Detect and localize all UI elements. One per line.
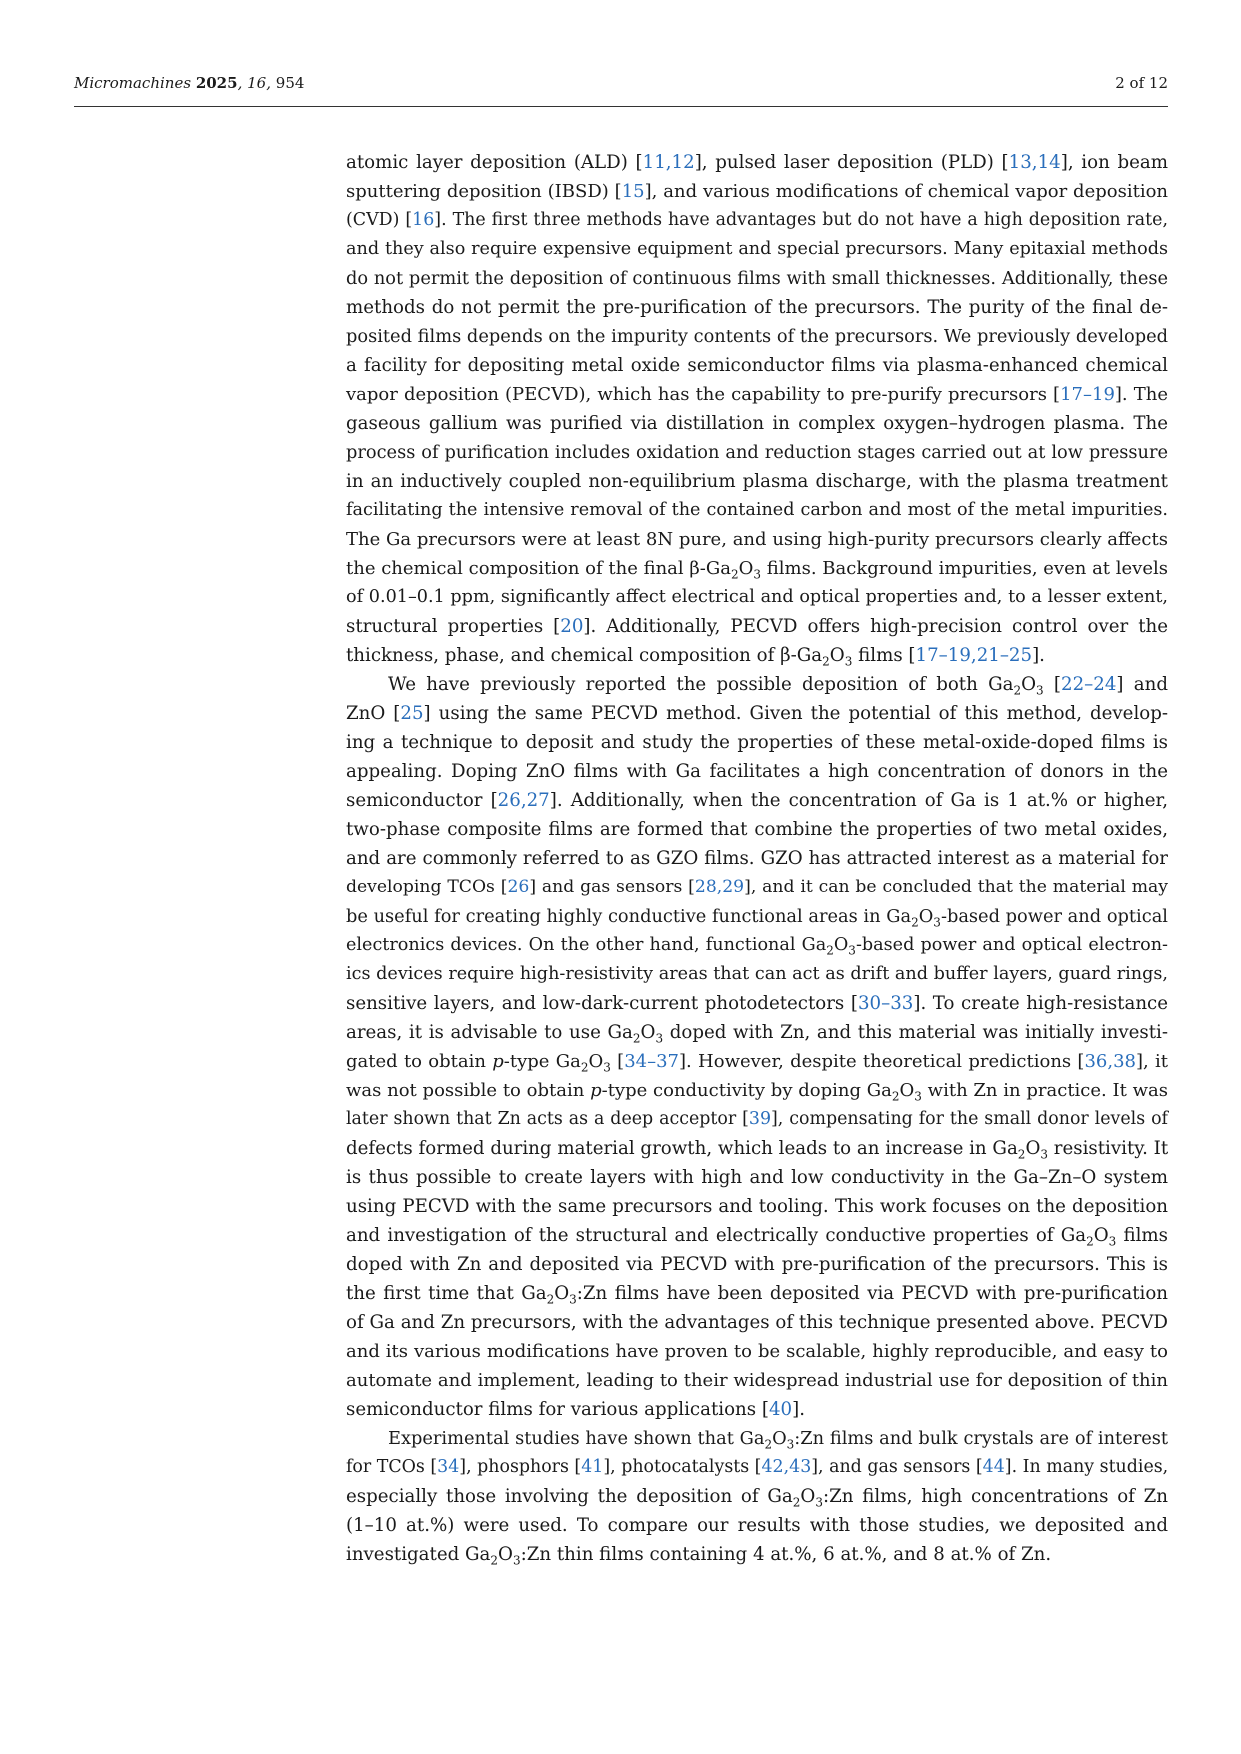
- text-run: films: [1116, 1225, 1168, 1246]
- italic-text: p: [590, 1080, 602, 1101]
- text-run: resistivity. It: [1048, 1138, 1169, 1159]
- citation-link[interactable]: 34–37: [624, 1051, 680, 1072]
- text-run: ], and various modifications of chemical vapor deposition: [644, 181, 1169, 202]
- text-line: [346, 1337, 1168, 1366]
- text-run: later shown that Zn acts as a deep acceptor [: [346, 1109, 749, 1129]
- text-run: sensitive layers, and low-dark-current photodetectors [: [346, 993, 858, 1014]
- text-run: films [: [852, 645, 916, 666]
- text-run: ], phosphors [: [459, 1457, 582, 1477]
- text-run: atomic layer deposition (ALD) [: [346, 152, 643, 173]
- text-run: ], compensating for the small donor levels of: [771, 1109, 1168, 1129]
- text-line: [346, 670, 1168, 699]
- subscript: 3: [844, 654, 853, 669]
- citation-link[interactable]: 11,12: [642, 152, 695, 173]
- citation-link[interactable]: 41: [581, 1457, 604, 1477]
- subscript: 2: [891, 1089, 900, 1104]
- text-run: ZnO [: [346, 703, 401, 724]
- text-run: :Zn films have been deposited via PECVD with pre-purification: [576, 1283, 1168, 1304]
- journal-citation: Micromachines 2025, 16, 954: [74, 74, 305, 92]
- text-line: [346, 1192, 1168, 1221]
- text-run: O: [800, 1486, 816, 1507]
- text-run: -based power and optical: [940, 906, 1168, 927]
- text-line: [346, 467, 1168, 496]
- subscript: 3: [512, 1553, 521, 1568]
- text-run: automate and implement, leading to their widespread industrial use for deposition of thin: [346, 1370, 1168, 1391]
- text-line: [346, 583, 1168, 612]
- text-run: in an inductively coupled non-equilibrium plasma discharge, with the plasma treatment: [346, 471, 1168, 492]
- citation-link[interactable]: 22–24: [1061, 674, 1117, 695]
- text-run: We have previously reported the possible deposition of both Ga: [388, 674, 1014, 695]
- paragraph: [346, 1424, 1168, 1569]
- text-line: [346, 612, 1168, 641]
- text-run: O: [833, 935, 849, 955]
- citation-link[interactable]: 30–33: [857, 993, 914, 1014]
- text-line: [346, 1047, 1168, 1076]
- text-line: [346, 177, 1168, 206]
- text-line: [346, 1424, 1168, 1453]
- subscript: 2: [632, 1031, 641, 1046]
- text-run: -type Ga: [503, 1051, 581, 1072]
- text-run: especially those involving the deposition of Ga: [346, 1486, 793, 1507]
- page-header: [74, 70, 1168, 107]
- citation-link[interactable]: 39: [748, 1109, 772, 1129]
- text-run: ] and: [1116, 674, 1168, 695]
- text-run: O: [829, 645, 845, 666]
- text-line: [346, 1366, 1168, 1395]
- subscript: 3: [655, 1031, 664, 1046]
- text-run: doped with Zn and deposited via PECVD with pre-purification of the precursors. This is: [346, 1254, 1168, 1275]
- text-line: [346, 1395, 1168, 1424]
- text-run: was not possible to obtain: [346, 1080, 591, 1101]
- text-run: and they also require expensive equipment and special precursors. Many epitaxial methods: [346, 239, 1168, 259]
- text-run: semiconductor [: [346, 790, 498, 811]
- text-run: vapor deposition (PECVD), which has the capability to pre-purify precursors [: [346, 384, 1061, 405]
- subscript: 2: [731, 567, 739, 582]
- text-run: :Zn films, high concentrations of Zn: [822, 1486, 1168, 1507]
- text-line: [346, 293, 1168, 322]
- subscript: 3: [1108, 1234, 1117, 1249]
- page-number: 2 of 12: [1115, 74, 1168, 92]
- text-run: -type conductivity by doping Ga: [601, 1080, 892, 1101]
- subscript: 2: [1017, 1147, 1026, 1162]
- text-run: O: [498, 1544, 513, 1565]
- citation-link[interactable]: 20: [560, 616, 584, 637]
- subscript: 2: [546, 1292, 555, 1307]
- text-run: and investigation of the structural and electrically conductive properties of Ga: [346, 1225, 1087, 1246]
- text-run: of 0.01–0.1 ppm, significantly affect electrical and optical properties and, to a lesser extent,: [346, 587, 1168, 607]
- text-line: [346, 1163, 1168, 1192]
- text-line: [346, 380, 1168, 409]
- text-run: ]. In many studies,: [1004, 1457, 1169, 1477]
- text-run: facilitating the intensive removal of the contained carbon and most of the metal impurities.: [346, 500, 1168, 520]
- text-run: developing TCOs [: [346, 877, 508, 897]
- text-line: [346, 960, 1168, 989]
- text-line: [346, 844, 1168, 873]
- subscript: 3: [914, 1089, 922, 1104]
- text-run: doped with Zn, and this material was initially investi-: [663, 1022, 1169, 1043]
- text-line: [346, 1221, 1168, 1250]
- subscript: 2: [1013, 683, 1022, 698]
- text-line: [346, 1018, 1168, 1047]
- text-run: gaseous gallium was purified via distillation in complex oxygen–hydrogen plasma. The: [346, 413, 1168, 434]
- text-run: ing a technique to deposit and study the properties of these metal-oxide-doped films is: [346, 732, 1168, 753]
- citation-link[interactable]: 34: [437, 1457, 460, 1477]
- subscript: 3: [786, 1437, 795, 1452]
- citation-link[interactable]: 17–19: [1060, 384, 1115, 405]
- text-run: O: [918, 906, 934, 927]
- text-line: [346, 525, 1168, 554]
- text-run: ]. The first three methods have advantages but do not have a high deposition rate,: [434, 210, 1168, 230]
- text-run: [: [610, 1051, 625, 1072]
- text-run: structural properties [: [346, 616, 561, 637]
- text-run: using PECVD with the same precursors and tooling. This work focuses on the deposition: [346, 1196, 1168, 1217]
- citation-link[interactable]: 40: [768, 1399, 793, 1420]
- text-line: [346, 206, 1168, 235]
- text-run: O: [738, 558, 754, 579]
- text-run: ics devices require high-resistivity areas that can act as drift and buffer layers, guard rings,: [346, 964, 1168, 984]
- text-run: -based power and optical electron-: [855, 935, 1168, 955]
- text-line: [346, 699, 1168, 728]
- subscript: 3: [1040, 1147, 1048, 1162]
- text-line: [346, 1511, 1168, 1540]
- text-line: [346, 641, 1168, 670]
- subscript: 3: [933, 915, 941, 930]
- text-run: and are commonly referred to as GZO films. GZO has attracted interest as a material for: [346, 848, 1168, 869]
- body-text: [346, 148, 1168, 1569]
- text-line: [346, 1250, 1168, 1279]
- text-run: ], pulsed laser deposition (PLD) [: [694, 152, 1009, 173]
- text-run: O: [640, 1022, 656, 1043]
- text-run: O: [1025, 1138, 1041, 1159]
- text-run: defects formed during material growth, which leads to an increase in Ga: [346, 1138, 1018, 1159]
- text-line: [346, 1105, 1168, 1134]
- text-run: O: [554, 1283, 570, 1304]
- text-run: process of purification includes oxidation and reduction stages carried out at low pressure: [346, 442, 1168, 463]
- journal-name: Micromachines: [74, 74, 192, 92]
- text-line: [346, 931, 1168, 960]
- text-run: semiconductor films for various applications [: [346, 1399, 769, 1420]
- citation-link[interactable]: 25: [400, 703, 424, 724]
- text-run: ], photocatalysts [: [603, 1457, 762, 1477]
- citation-link[interactable]: 17–19,21–25: [915, 645, 1033, 666]
- article-number: 954: [275, 74, 305, 92]
- text-run: methods do not permit the pre-purification of the precursors. The purity of the final de-: [346, 297, 1168, 318]
- text-line: [346, 757, 1168, 786]
- text-line: [346, 438, 1168, 467]
- text-run: ], ion beam: [1060, 152, 1168, 173]
- subscript: 3: [603, 1060, 611, 1075]
- text-line: [346, 1279, 1168, 1308]
- text-run: ], it: [1135, 1051, 1168, 1072]
- text-line: [346, 902, 1168, 931]
- citation-link[interactable]: 15: [621, 181, 645, 202]
- subscript: 2: [911, 915, 919, 930]
- text-run: O: [1021, 674, 1037, 695]
- text-run: ]. The: [1114, 384, 1169, 405]
- citation-link[interactable]: 13,14: [1008, 152, 1061, 173]
- text-run: thickness, phase, and chemical composition of β-Ga: [346, 645, 823, 666]
- text-line: [346, 728, 1168, 757]
- text-run: gated to obtain: [346, 1051, 493, 1072]
- text-line: [346, 554, 1168, 583]
- citation-link[interactable]: 36,38: [1084, 1051, 1136, 1072]
- subscript: 2: [764, 1437, 773, 1452]
- text-line: [346, 1453, 1168, 1482]
- text-run: the first time that Ga: [346, 1283, 547, 1304]
- citation-link[interactable]: 44: [982, 1457, 1005, 1477]
- citation-link[interactable]: 42,43: [761, 1457, 812, 1477]
- text-run: :Zn films and bulk crystals are of interest: [794, 1428, 1169, 1449]
- text-run: The Ga precursors were at least 8N pure, and using high-purity precursors clearly affects: [346, 529, 1168, 550]
- text-line: [346, 815, 1168, 844]
- text-run: two-phase composite films are formed that combine the properties of two metal oxides,: [346, 819, 1168, 840]
- citation-link[interactable]: 26,27: [497, 790, 550, 811]
- text-run: and its various modifications have proven to be scalable, highly reproducible, and easy to: [346, 1341, 1168, 1362]
- text-line: [346, 1308, 1168, 1337]
- text-run: (CVD) [: [346, 210, 413, 230]
- text-run: appealing. Doping ZnO films with Ga facilitates a high concentration of donors in the: [346, 761, 1168, 782]
- italic-text: p: [492, 1051, 504, 1072]
- text-run: of Ga and Zn precursors, with the advantages of this technique presented above. PECVD: [346, 1312, 1168, 1333]
- subscript: 2: [580, 1060, 589, 1075]
- subscript: 2: [826, 943, 834, 958]
- text-run: ].: [792, 1399, 805, 1420]
- subscript: 2: [490, 1553, 499, 1568]
- citation-link[interactable]: 26: [507, 877, 530, 897]
- text-run: :Zn thin films containing 4 at.%, 6 at.%, and 8 at.% of Zn.: [520, 1544, 1052, 1565]
- text-run: electronics devices. On the other hand, functional Ga: [346, 935, 827, 955]
- text-line: [346, 235, 1168, 264]
- subscript: 3: [848, 943, 856, 958]
- text-line: [346, 1482, 1168, 1511]
- citation-link[interactable]: 28,29: [694, 877, 745, 897]
- text-line: [346, 322, 1168, 351]
- text-run: sputtering deposition (IBSD) [: [346, 181, 622, 202]
- text-run: posited films depends on the impurity contents of the precursors. We previously developed: [346, 326, 1168, 347]
- text-run: O: [588, 1051, 604, 1072]
- text-run: ]. However, despite theoretical predictions [: [679, 1051, 1085, 1072]
- text-run: a facility for depositing metal oxide semiconductor films via plasma-enhanced chemical: [346, 355, 1168, 376]
- text-run: areas, it is advisable to use Ga: [346, 1022, 633, 1043]
- text-line: [346, 1076, 1168, 1105]
- text-line: [346, 873, 1168, 902]
- text-line: [346, 1540, 1168, 1569]
- text-run: the chemical composition of the final β-Ga: [346, 558, 731, 579]
- subscript: 3: [569, 1292, 577, 1307]
- text-line: [346, 496, 1168, 525]
- subscript: 3: [753, 567, 762, 582]
- citation-link[interactable]: 16: [412, 210, 435, 230]
- text-run: O: [772, 1428, 787, 1449]
- text-run: Experimental studies have shown that Ga: [388, 1428, 765, 1449]
- text-run: films. Background impurities, even at levels: [761, 558, 1168, 579]
- subscript: 2: [792, 1495, 801, 1510]
- text-run: ]. Additionally, when the concentration of Ga is 1 at.% or higher,: [549, 790, 1168, 811]
- text-run: ]. To create high-resistance: [913, 993, 1168, 1014]
- text-run: be useful for creating highly conductive functional areas in Ga: [346, 906, 912, 927]
- text-line: [346, 148, 1168, 177]
- text-run: is thus possible to create layers with high and low conductivity in the Ga–Zn–O system: [346, 1167, 1168, 1188]
- text-line: [346, 409, 1168, 438]
- text-run: do not permit the deposition of continuous films with small thicknesses. Additionally, these: [346, 268, 1168, 289]
- paragraph: [346, 670, 1168, 1424]
- journal-year: 2025: [195, 74, 238, 92]
- text-run: investigated Ga: [346, 1544, 491, 1565]
- subscript: 3: [815, 1495, 823, 1510]
- text-run: ] and gas sensors [: [529, 877, 695, 897]
- subscript: 2: [822, 654, 830, 669]
- subscript: 3: [1036, 683, 1044, 698]
- text-run: ].: [1032, 645, 1045, 666]
- text-run: for TCOs [: [346, 1457, 438, 1477]
- text-line: [346, 1134, 1168, 1163]
- text-line: [346, 989, 1168, 1018]
- text-line: [346, 351, 1168, 380]
- text-line: [346, 264, 1168, 293]
- text-run: O: [899, 1080, 915, 1101]
- text-run: O: [1093, 1225, 1109, 1246]
- text-run: ]. Additionally, PECVD offers high-precision control over the: [583, 616, 1168, 637]
- paragraph: [346, 148, 1168, 670]
- text-run: ], and it can be concluded that the material may: [744, 877, 1168, 897]
- text-run: with Zn in practice. It was: [921, 1080, 1168, 1101]
- text-line: [346, 786, 1168, 815]
- subscript: 2: [1086, 1234, 1094, 1249]
- text-run: [: [1043, 674, 1062, 695]
- text-run: ] using the same PECVD method. Given the potential of this method, develop-: [423, 703, 1168, 724]
- text-run: (1–10 at.%) were used. To compare our results with those studies, we deposited and: [346, 1515, 1168, 1536]
- journal-volume: 16: [247, 74, 267, 92]
- text-run: ], and gas sensors [: [811, 1457, 983, 1477]
